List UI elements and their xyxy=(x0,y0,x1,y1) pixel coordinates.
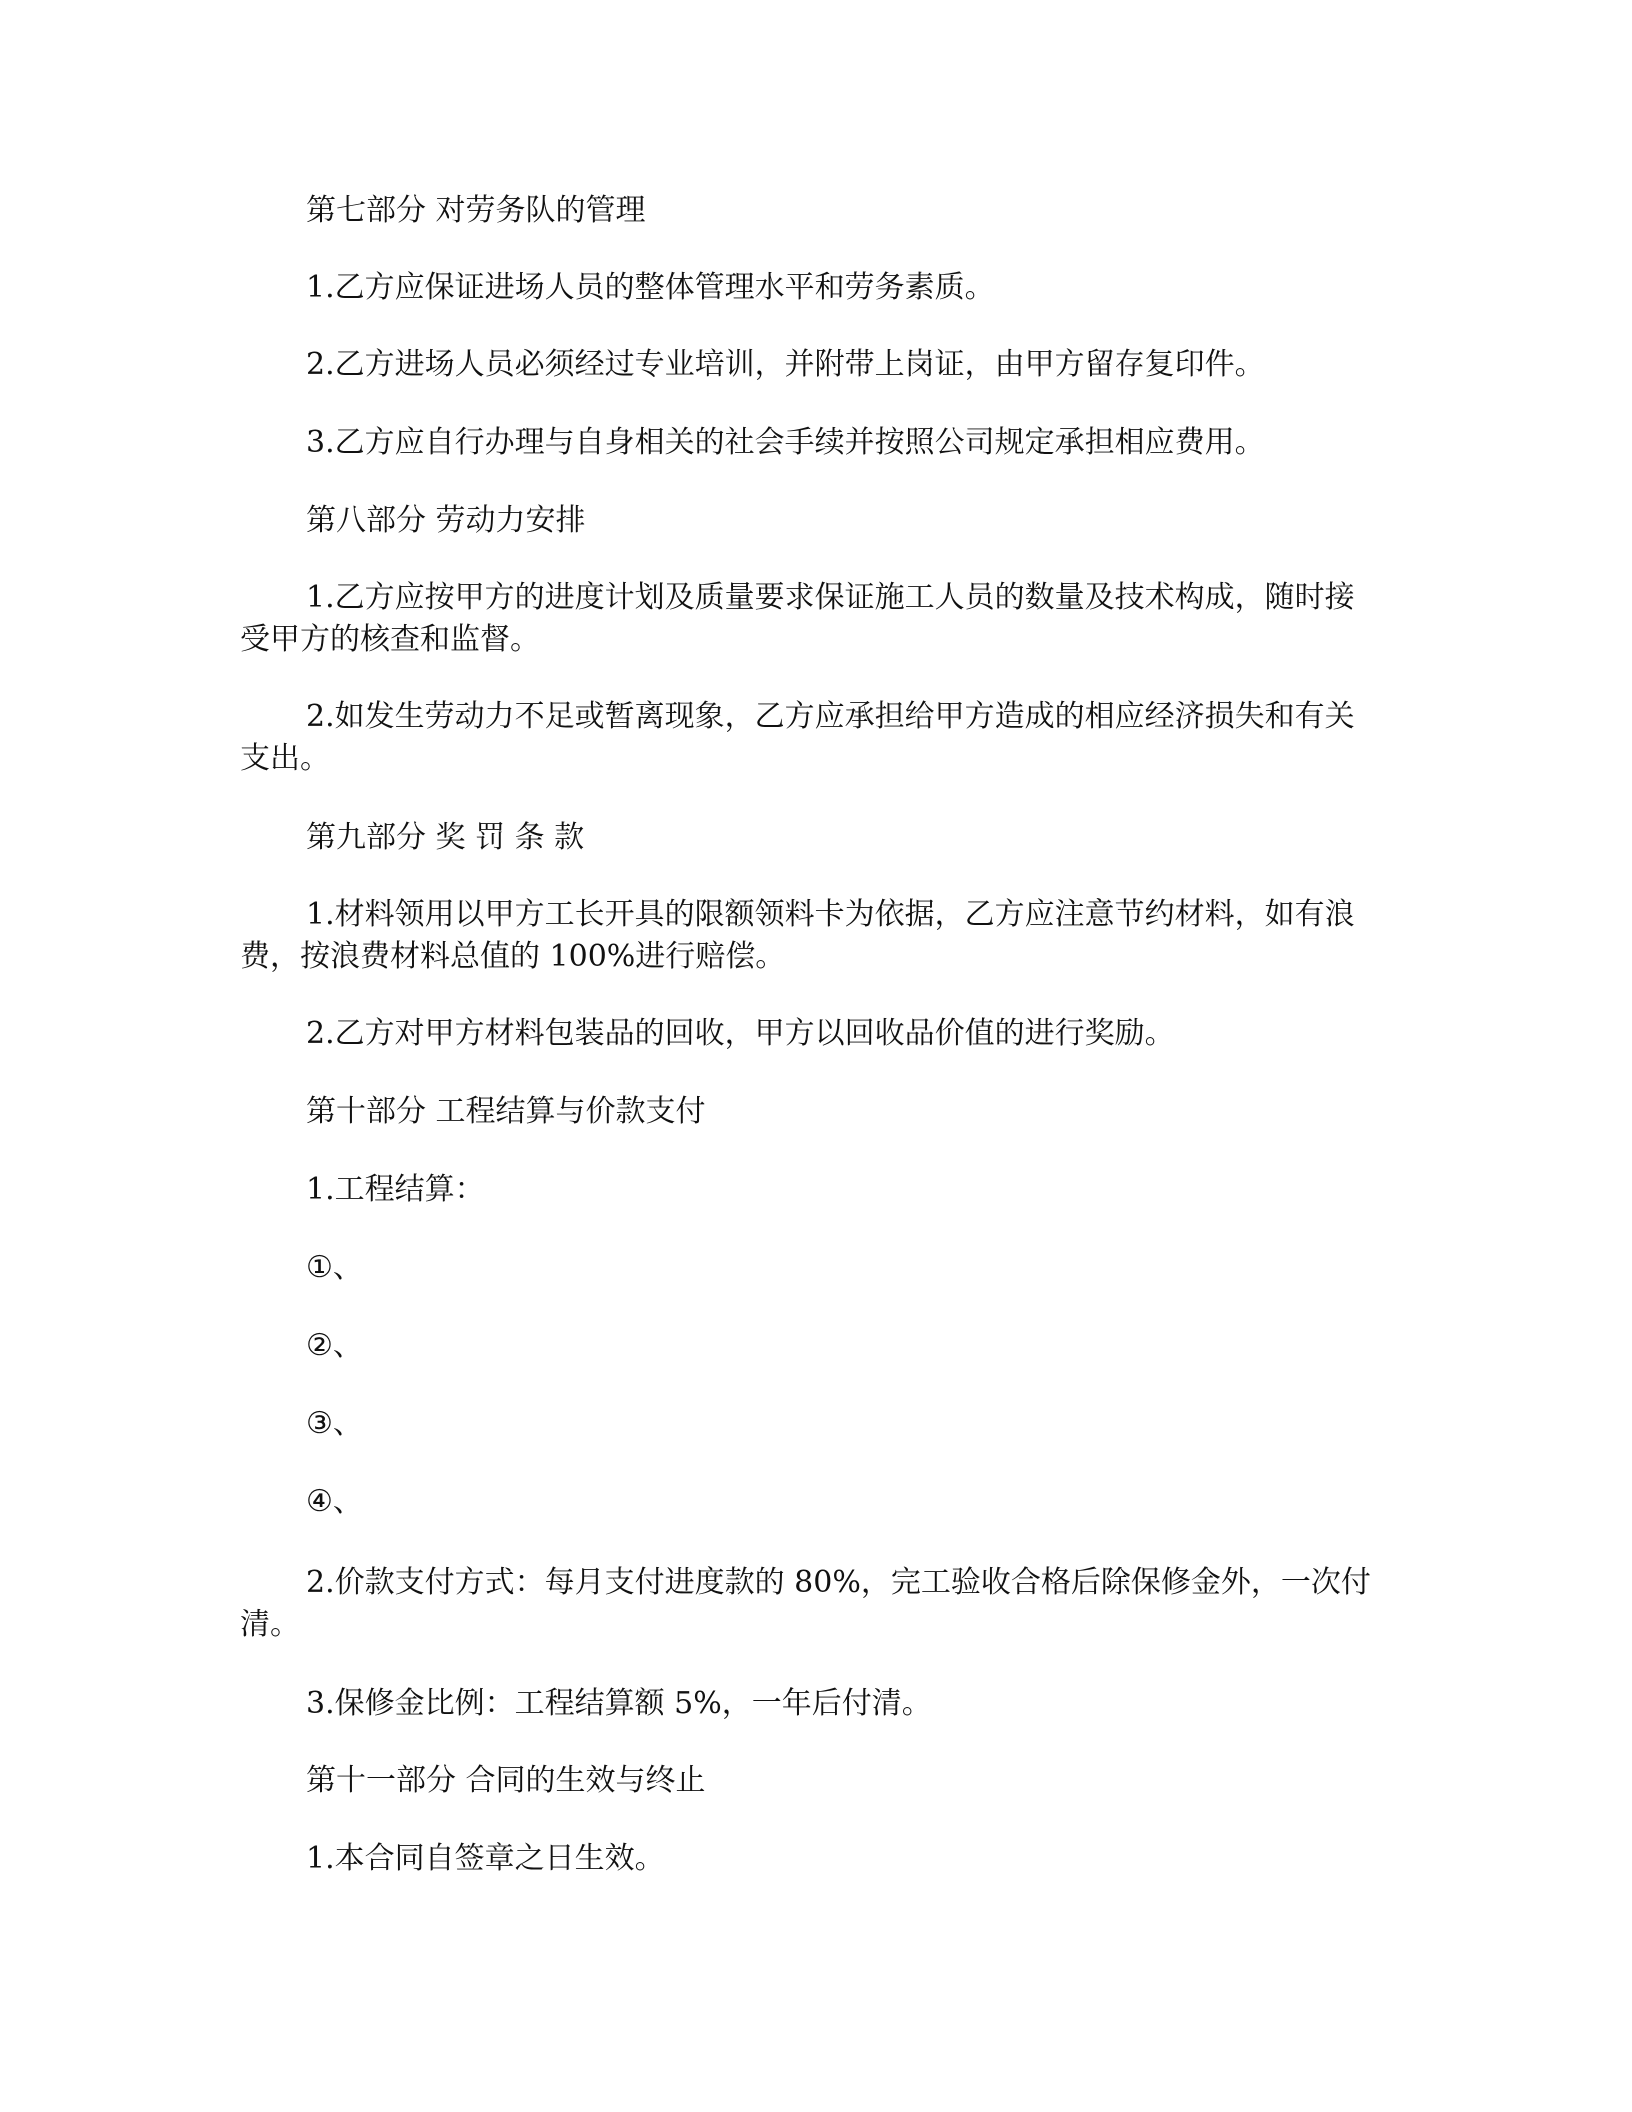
settlement-item-2: ②、 xyxy=(306,1328,363,1363)
clause-9-1: 1.材料领用以甲方工长开具的限额领料卡为依据，乙方应注意节约材料，如有浪费，按浪费材料总值的 100%进行赔偿。 xyxy=(240,897,1355,974)
section-heading-10: 第十部分 工程结算与价款支付 xyxy=(306,1094,706,1129)
clause-7-2: 2.乙方进场人员必须经过专业培训，并附带上岗证，由甲方留存复印件。 xyxy=(306,347,1265,382)
clause-7-1: 1.乙方应保证进场人员的整体管理水平和劳务素质。 xyxy=(306,270,995,305)
settlement-item-3: ③、 xyxy=(306,1406,363,1441)
clause-8-2: 2.如发生劳动力不足或暂离现象，乙方应承担给甲方造成的相应经济损失和有关支出。 xyxy=(240,699,1355,776)
clause-8-1: 1.乙方应按甲方的进度计划及质量要求保证施工人员的数量及技术构成，随时接受甲方的核查和监督。 xyxy=(240,580,1355,657)
clause-10-3: 3.保修金比例：工程结算额 5%，一年后付清。 xyxy=(306,1686,932,1721)
clause-7-3: 3.乙方应自行办理与自身相关的社会手续并按照公司规定承担相应费用。 xyxy=(306,425,1265,460)
section-heading-11: 第十一部分 合同的生效与终止 xyxy=(306,1763,706,1798)
settlement-item-4: ④、 xyxy=(306,1484,363,1519)
section-heading-9: 第九部分 奖 罚 条 款 xyxy=(306,820,585,855)
clause-9-2: 2.乙方对甲方材料包装品的回收，甲方以回收品价值的进行奖励。 xyxy=(306,1016,1175,1051)
section-heading-7: 第七部分 对劳务队的管理 xyxy=(306,193,646,228)
clause-10-1: 1.工程结算： xyxy=(306,1172,485,1207)
clause-10-2: 2.价款支付方式：每月支付进度款的 80%，完工验收合格后除保修金外，一次付清。 xyxy=(240,1565,1371,1642)
clause-11-1: 1.本合同自签章之日生效。 xyxy=(306,1841,665,1876)
section-heading-8: 第八部分 劳动力安排 xyxy=(306,503,586,538)
settlement-item-1: ①、 xyxy=(306,1250,363,1285)
